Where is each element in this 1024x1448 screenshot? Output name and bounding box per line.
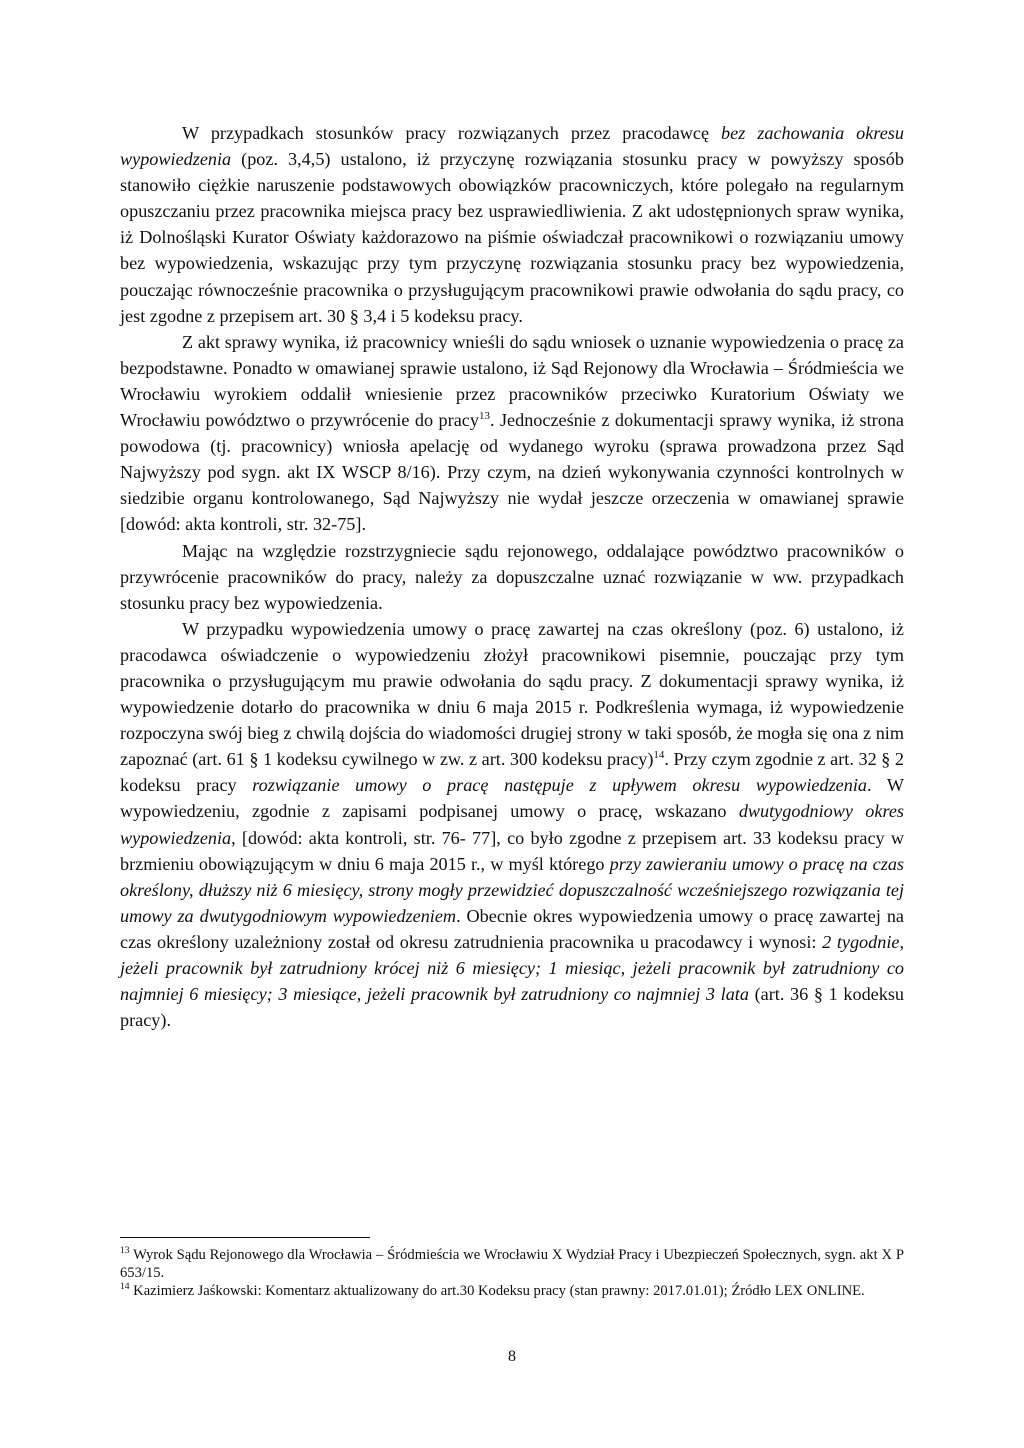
paragraph-4	[120, 616, 904, 1034]
paragraph-1	[120, 120, 904, 329]
text-run: . Przy czym zgodnie z art. 32 § 2 kodeksu pracy	[120, 749, 904, 796]
footnote-number: 13	[120, 1246, 130, 1257]
text-run: Z akt sprawy wynika, iż pracownicy wnieśli do sądu wniosek o uznanie wypowiedzenia o pracę za bezpodstawne. Ponadto w omawianej sprawie ustalono, iż Sąd Rejonowy dla Wrocławia – Śródmieścia we Wrocławiu wyrokiem oddalił wniesienie przez pracowników przeciwko Kuratorium Oświaty we Wrocławiu powództwo o przywrócenie do pracy	[120, 331, 904, 431]
footnote-number: 14	[120, 1282, 130, 1293]
text-run: (poz. 3,4,5) ustalono, iż przyczynę rozwiązania stosunku pracy w powyższy sposób stanowiło ciężkie naruszenie podstawowych obowiązków pracowniczych, które polegało na regularnym opuszczaniu przez pracownika miejsca pracy bez usprawiedliwienia. Z akt udostępnionych spraw wynika, iż Dolnośląski Kurator Oświaty każdorazowo na piśmie oświadczał pracownikowi o rozwiązaniu umowy bez wypowiedzenia, wskazując przy tym przyczynę rozwiązania stosunku pracy bez wypowiedzenia, pouczając równocześnie pracownika o przysługującym pracownikowi prawie odwołania do sądu pracy, co jest zgodne z przepisem art. 30 § 3,4 i 5 kodeksu pracy.	[120, 149, 904, 326]
footnote-text: Kazimierz Jaśkowski: Komentarz aktualizowany do art.30 Kodeksu pracy (stan prawny: 2017.01.01); Źródło LEX ONLINE.	[129, 1283, 865, 1299]
footnote-14	[120, 1282, 904, 1300]
text-run: . Obecnie okres wypowiedzenia umowy o pracę zawartej na czas określony uzależniony został od okresu zatrudnienia pracownika u pracodawcy i wynosi:	[120, 905, 904, 952]
text-run: W przypadku wypowiedzenia umowy o pracę zawartej na czas określony (poz. 6) ustalono, iż pracodawca oświadczenie o wypowiedzeniu złożył pracownikowi pisemnie, pouczając przy tym pracownika o przysługującym mu prawie odwołania do sądu pracy. Z dokumentacji sprawy wynika, iż wypowiedzenie dotarło do pracownika w dniu 6 maja 2015 r. Podkreślenia wymaga, iż wypowiedzenie rozpoczyna swój bieg z chwilą dojścia do wiadomości drugiej strony w taki sposób, że mogła się ona z nim zapoznać (art. 61 § 1 kodeksu cywilnego w zw. z art. 300 kodeksu pracy)	[120, 618, 904, 770]
italic-text: rozwiązanie umowy o pracę następuje z upływem okresu wypowiedzenia	[252, 775, 867, 796]
paragraph-3	[120, 538, 904, 616]
footnote-text: Wyrok Sądu Rejonowego dla Wrocławia – Śródmieścia we Wrocławiu X Wydział Pracy i Ubezpieczeń Społecznych, sygn. akt X P 653/15.	[120, 1247, 904, 1281]
page-number: 8	[508, 1348, 516, 1365]
text-run: . Jednocześnie z dokumentacji sprawy wynika, iż strona powodowa (tj. pracownicy) wniosła apelację od wydanego wyroku (sprawa prowadzona przez Sąd Najwyższy pod sygn. akt IX WSCP 8/16). Przy czym, na dzień wykonywania czynności kontrolnych w siedzibie organu kontrolowanego, Sąd Najwyższy nie wydał jeszcze orzeczenia w omawianej sprawie [dowód: akta kontroli, str. 32-75].	[120, 410, 904, 535]
italic-text: przy zawieraniu umowy o pracę na czas określony, dłuższy niż 6 miesięcy, strony mogły przewidzieć dopuszczalność wcześniejszego rozwiązania tej umowy za dwutygodniowym wypowiedzeniem	[120, 853, 905, 926]
footnote-separator	[120, 1237, 370, 1238]
text-run: , [dowód: akta kontroli, str. 76- 77], co było zgodne z przepisem art. 33 kodeksu pracy w brzmieniu obowiązującym w dniu 6 maja 2015 r., w myśl którego	[120, 827, 904, 874]
italic-text: bez zachowania okresu wypowiedzenia	[120, 123, 904, 170]
footnote-13	[120, 1246, 904, 1282]
text-run: . W wypowiedzeniu, zgodnie z zapisami podpisanej umowy o pracę, wskazano	[120, 775, 904, 822]
body-text	[120, 120, 904, 1033]
text-run: Mając na względzie rozstrzygniecie sądu rejonowego, oddalające powództwo pracowników o przywrócenie pracowników do pracy, należy za dopuszczalne uznać rozwiązanie w ww. przypadkach stosunku pracy bez wypowiedzenia.	[120, 540, 904, 613]
text-run: (art. 36 § 1 kodeksu pracy).	[120, 984, 904, 1031]
footnotes	[120, 1246, 904, 1300]
paragraph-2	[120, 329, 904, 538]
italic-text: 2 tygodnie, jeżeli pracownik był zatrudniony krócej niż 6 miesięcy; 1 miesiąc, jeżeli pracownik był zatrudniony co najmniej 6 miesięcy; 3 miesiące, jeżeli pracownik był zatrudniony co najmniej 3 lata	[120, 931, 904, 1005]
italic-text: dwutygodniowy okres wypowiedzenia	[120, 801, 905, 848]
footnote-reference: 14	[653, 749, 665, 762]
text-run: W przypadkach stosunków pracy rozwiązanych przez pracodawcę	[182, 123, 722, 143]
footnote-reference: 13	[478, 409, 490, 422]
